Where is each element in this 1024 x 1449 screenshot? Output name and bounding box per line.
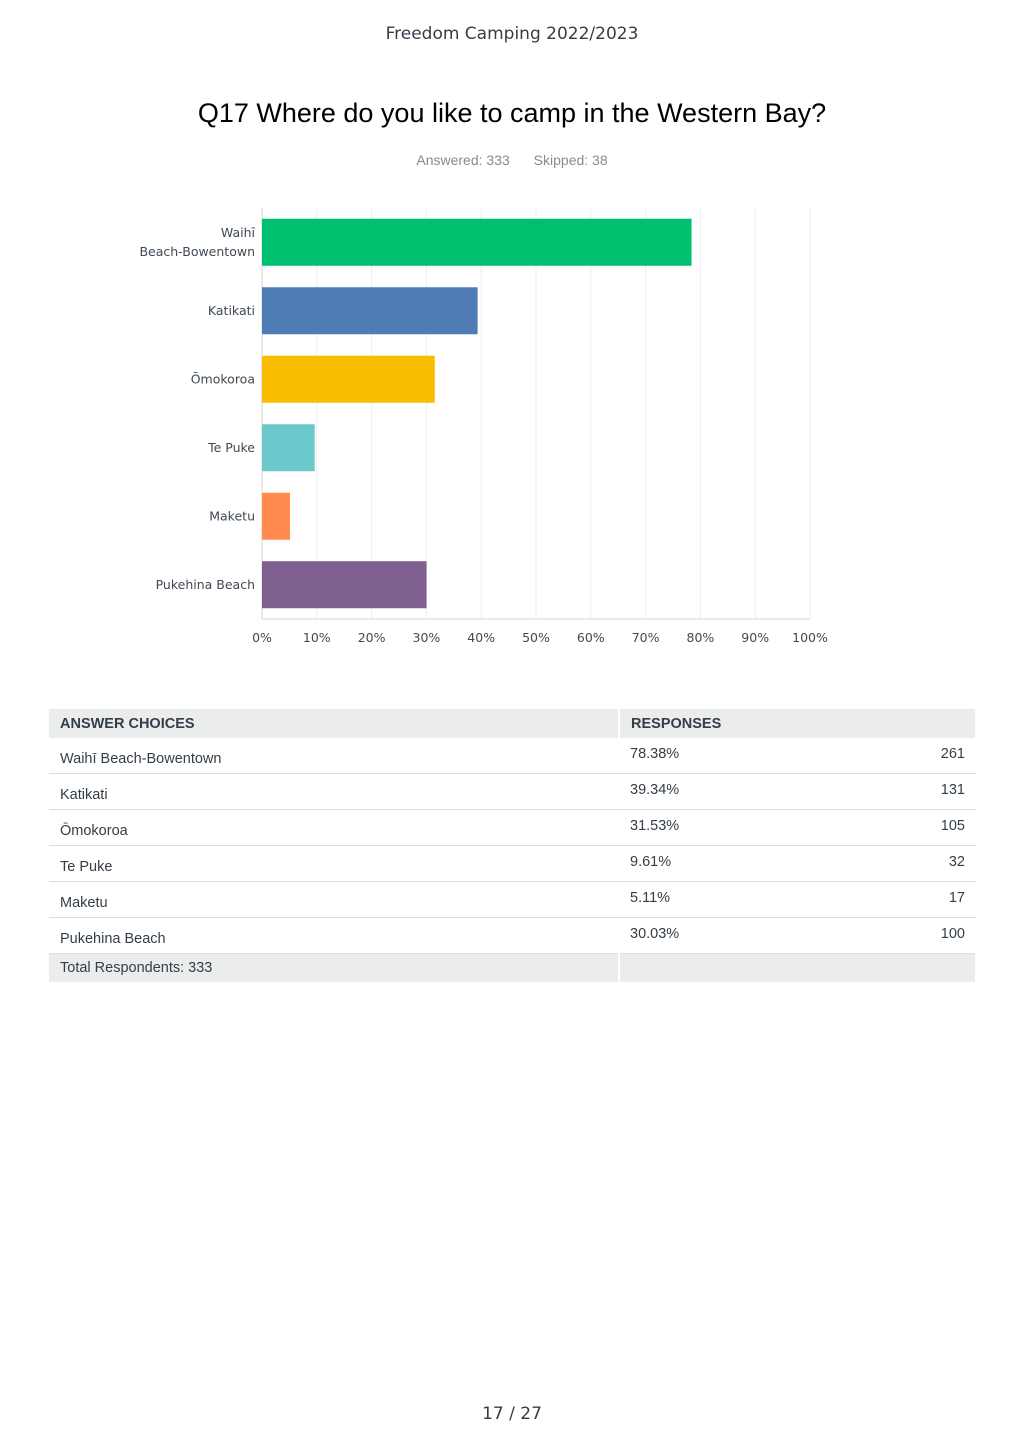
choice-cell: Katikati [49, 774, 619, 810]
bar [262, 424, 315, 471]
choice-cell: Ōmokoroa [49, 810, 619, 846]
category-label: Katikati [207, 302, 255, 318]
x-tick-label: 90% [741, 630, 770, 645]
choice-cell: Pukehina Beach [49, 918, 619, 954]
answer-choices-header: ANSWER CHOICES [49, 709, 619, 738]
x-tick-label: 60% [576, 630, 605, 645]
x-tick-label: 50% [522, 630, 550, 645]
percent-cell: 5.11% [619, 882, 835, 918]
bar [262, 561, 427, 608]
count-cell: 32 [835, 846, 976, 882]
count-cell: 105 [835, 810, 976, 846]
table-row [49, 882, 976, 918]
percent-cell: 9.61% [619, 846, 835, 882]
table-row [49, 918, 976, 954]
category-label: Te Puke [208, 439, 255, 455]
bar-chart [0, 190, 1024, 660]
x-tick-label: 0% [252, 630, 272, 645]
answered-count: Answered: 333 [416, 152, 510, 168]
percent-cell: 31.53% [619, 810, 835, 846]
table-row [49, 810, 976, 846]
percent-cell: 39.34% [619, 774, 835, 810]
bar [262, 287, 478, 334]
x-tick-label: 80% [686, 630, 715, 645]
x-tick-label: 10% [302, 630, 331, 645]
category-label: Pukehina Beach [155, 576, 255, 592]
total-empty-cell [619, 954, 976, 983]
category-label: Maketu [209, 508, 255, 524]
percent-cell: 78.38% [619, 738, 835, 774]
x-tick-label: 20% [357, 630, 386, 645]
count-cell: 17 [835, 882, 976, 918]
results-table [49, 709, 977, 982]
choice-cell: Waihī Beach-Bowentown [49, 738, 619, 774]
survey-title: Freedom Camping 2022/2023 [385, 24, 639, 44]
bar [262, 493, 290, 540]
table-row [49, 738, 976, 774]
total-respondents: Total Respondents: 333 [49, 954, 619, 983]
bar [262, 219, 692, 266]
choice-cell: Te Puke [49, 846, 619, 882]
table-row [49, 846, 976, 882]
category-label: Waihī Beach-Bowentown [139, 224, 255, 259]
response-stats [0, 152, 1024, 168]
percent-cell: 30.03% [619, 918, 835, 954]
x-tick-label: 70% [631, 630, 660, 645]
x-tick-label: 40% [467, 630, 496, 645]
question-title: Q17 Where do you like to camp in the Western Bay? [197, 98, 827, 128]
skipped-count: Skipped: 38 [533, 152, 608, 168]
count-cell: 261 [835, 738, 976, 774]
table-header-row [49, 709, 976, 738]
page-number: 17 / 27 [482, 1404, 542, 1424]
bar [262, 356, 435, 403]
responses-header: RESPONSES [619, 709, 976, 738]
x-tick-label: 100% [792, 630, 828, 645]
count-cell: 100 [835, 918, 976, 954]
table-row [49, 774, 976, 810]
category-label: Ōmokoroa [190, 371, 255, 387]
total-row [49, 954, 976, 983]
x-tick-label: 30% [412, 630, 441, 645]
choice-cell: Maketu [49, 882, 619, 918]
count-cell: 131 [835, 774, 976, 810]
